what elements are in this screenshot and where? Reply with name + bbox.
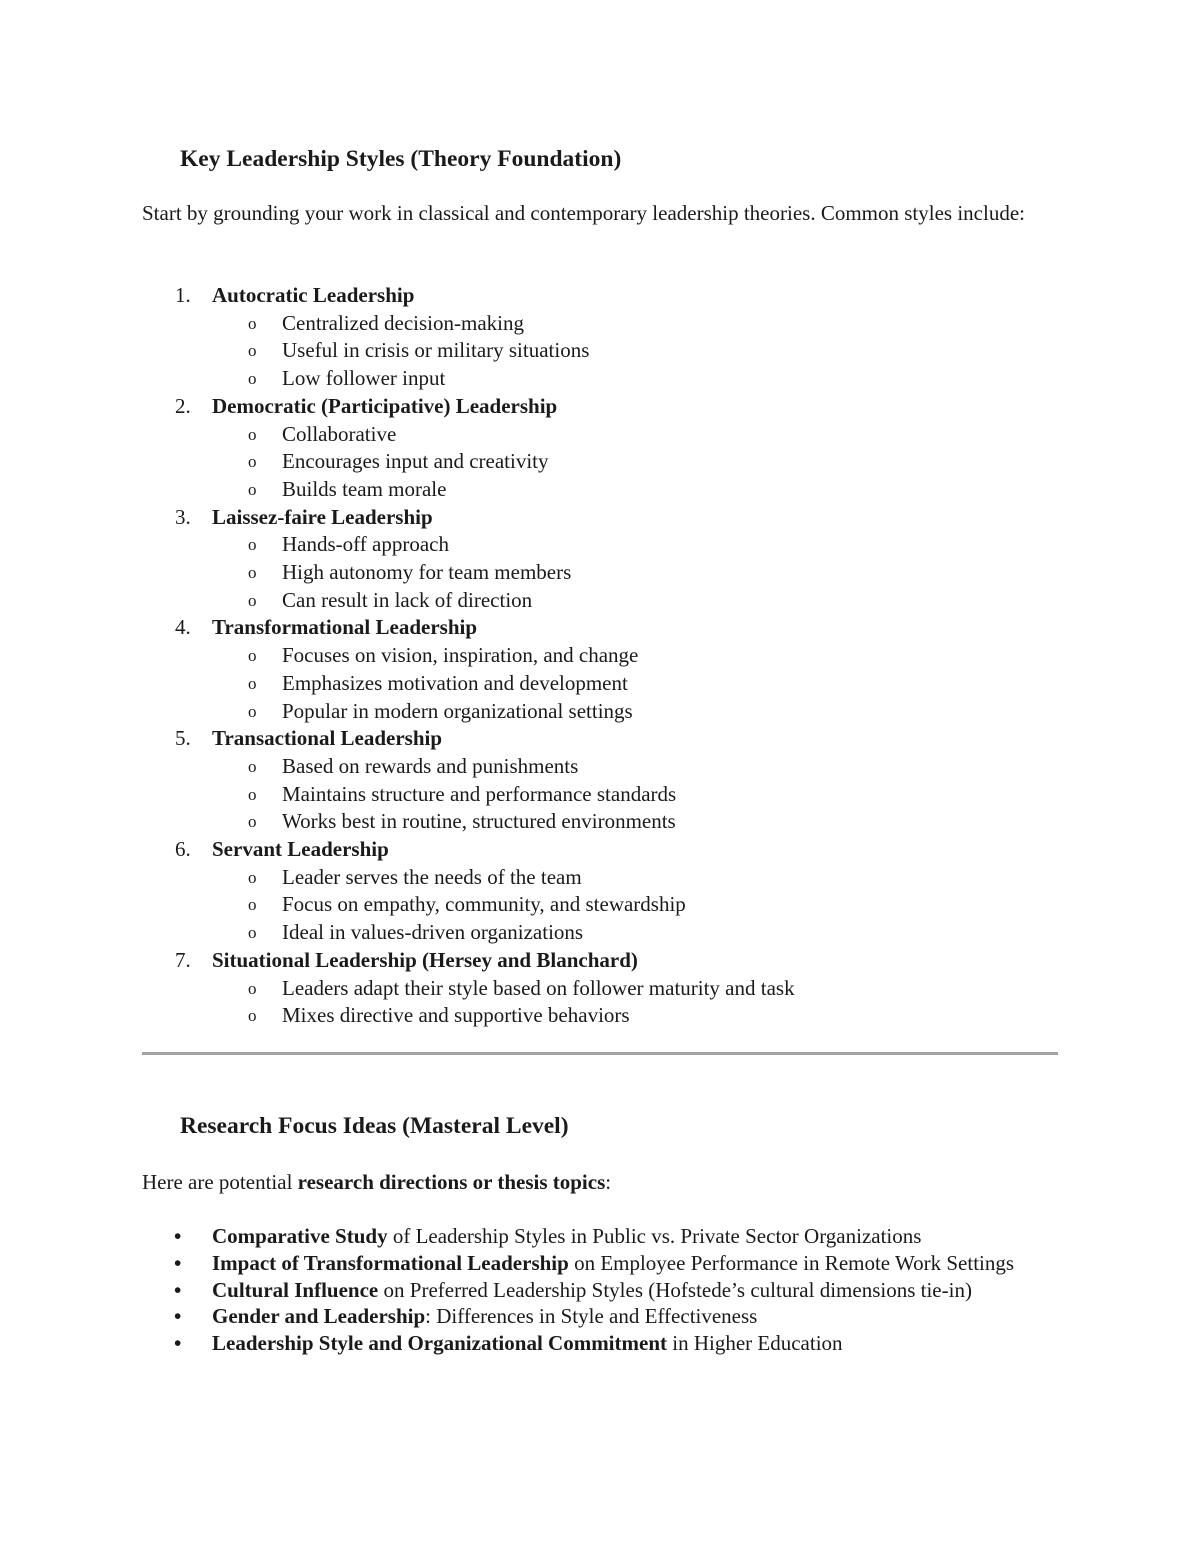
circle-bullet-icon: o: [248, 313, 257, 333]
topic-bold: Cultural Influence: [212, 1277, 379, 1302]
circle-bullet-icon: o: [248, 812, 257, 832]
style-name: Transformational Leadership: [212, 615, 478, 640]
style-point: [212, 864, 795, 892]
list-number: 4.: [175, 615, 191, 640]
style-points: [212, 531, 795, 614]
list-item: [142, 1250, 1058, 1277]
style-point: [212, 587, 795, 615]
style-point: [212, 698, 795, 726]
list-item: [142, 1330, 1058, 1357]
topic-rest: of Leadership Styles in Public vs. Private Sector Organizations: [387, 1224, 922, 1248]
style-point: [212, 310, 795, 338]
style-point-text: Collaborative: [282, 421, 397, 446]
research-intro-prefix: Here are potential: [142, 1170, 298, 1194]
circle-bullet-icon: o: [248, 563, 257, 583]
topic-bold: Gender and Leadership: [212, 1304, 426, 1329]
research-intro-suffix: :: [605, 1170, 612, 1194]
bullet-icon: •: [174, 1277, 182, 1302]
circle-bullet-icon: o: [248, 341, 257, 361]
circle-bullet-icon: o: [248, 479, 257, 499]
list-number: 6.: [175, 837, 191, 862]
topic-bold: Comparative Study: [212, 1224, 388, 1248]
style-name: Autocratic Leadership: [212, 283, 415, 307]
section-intro: Start by grounding your work in classical and contemporary leadership theories. Common styles include:: [142, 201, 1025, 225]
list-number: 7.: [175, 947, 191, 972]
circle-bullet-icon: o: [248, 701, 257, 721]
style-point: [212, 919, 795, 947]
research-intro: [142, 1169, 611, 1197]
list-item: [142, 504, 795, 615]
style-point: [212, 975, 795, 1003]
style-point-text: Mixes directive and supportive behaviors: [282, 1003, 630, 1028]
circle-bullet-icon: o: [248, 895, 257, 915]
bullet-icon: •: [174, 1331, 182, 1356]
style-point-text: Builds team morale: [282, 476, 447, 501]
style-point-text: Can result in lack of direction: [282, 587, 533, 612]
circle-bullet-icon: o: [248, 923, 257, 943]
list-item: [142, 1277, 1058, 1304]
bullet-icon: •: [174, 1224, 182, 1248]
style-point: [212, 642, 795, 670]
style-point: [212, 337, 795, 365]
style-point: [212, 365, 795, 393]
style-points: [212, 642, 795, 725]
topic-rest: on Preferred Leadership Styles (Hofstede’s cultural dimensions tie-in): [378, 1277, 972, 1302]
style-points: [212, 864, 795, 947]
circle-bullet-icon: o: [248, 867, 257, 887]
circle-bullet-icon: o: [248, 673, 257, 693]
topic-bold: Leadership Style and Organizational Commitment: [212, 1331, 667, 1356]
style-point-text: Focuses on vision, inspiration, and change: [282, 643, 639, 668]
circle-bullet-icon: o: [248, 646, 257, 666]
horizontal-rule: [142, 1052, 1058, 1055]
style-point-text: Leader serves the needs of the team: [282, 864, 582, 889]
topic-rest: : Differences in Style and Effectiveness: [425, 1304, 758, 1329]
topic-bold: Impact of Transformational Leadership: [212, 1250, 569, 1275]
circle-bullet-icon: o: [248, 452, 257, 472]
topic-rest: in Higher Education: [667, 1331, 843, 1356]
style-name: Situational Leadership (Hersey and Blanchard): [212, 947, 638, 972]
bullet-icon: •: [174, 1304, 182, 1329]
circle-bullet-icon: o: [248, 978, 257, 998]
style-point: [212, 808, 795, 836]
style-point: [212, 476, 795, 504]
style-point-text: Based on rewards and punishments: [282, 753, 579, 778]
list-item: [142, 947, 795, 1030]
style-point-text: Focus on empathy, community, and stewardship: [282, 892, 686, 917]
style-point-text: Maintains structure and performance standards: [282, 781, 677, 806]
circle-bullet-icon: o: [248, 369, 257, 389]
style-points: [212, 753, 795, 836]
style-name: Democratic (Participative) Leadership: [212, 393, 558, 418]
list-item: [142, 282, 795, 393]
list-number: 3.: [175, 504, 191, 529]
style-points: [212, 310, 795, 393]
style-point: [212, 781, 795, 809]
style-point-text: Useful in crisis or military situations: [282, 338, 590, 363]
bullet-icon: •: [174, 1250, 182, 1275]
style-point-text: Low follower input: [282, 366, 446, 391]
style-name: Servant Leadership: [212, 837, 389, 862]
research-topics-list: [142, 1223, 1058, 1357]
section-heading-research-focus: Research Focus Ideas (Masteral Level): [180, 1113, 569, 1139]
style-name: Transactional Leadership: [212, 726, 443, 751]
circle-bullet-icon: o: [248, 535, 257, 555]
topic-rest: on Employee Performance in Remote Work Settings: [568, 1250, 1015, 1275]
style-point-text: High autonomy for team members: [282, 560, 572, 585]
style-point: [212, 421, 795, 449]
style-point-text: Works best in routine, structured environments: [282, 809, 676, 834]
style-point: [212, 531, 795, 559]
list-item: [142, 393, 795, 504]
leadership-styles-list: [142, 282, 795, 1030]
list-item: [142, 836, 795, 947]
style-point: [212, 1002, 795, 1030]
style-point: [212, 448, 795, 476]
style-point-text: Ideal in values-driven organizations: [282, 920, 584, 945]
list-number: 5.: [175, 726, 191, 751]
section-heading-leadership-styles: Key Leadership Styles (Theory Foundation): [180, 146, 622, 172]
style-point: [212, 891, 795, 919]
style-point-text: Encourages input and creativity: [282, 449, 549, 474]
style-point-text: Emphasizes motivation and development: [282, 670, 628, 695]
style-point: [212, 753, 795, 781]
style-point-text: Centralized decision-making: [282, 310, 525, 335]
list-item: [142, 1223, 1058, 1250]
circle-bullet-icon: o: [248, 424, 257, 444]
circle-bullet-icon: o: [248, 590, 257, 610]
circle-bullet-icon: o: [248, 784, 257, 804]
list-item: [142, 614, 795, 725]
style-point-text: Hands-off approach: [282, 532, 449, 557]
circle-bullet-icon: o: [248, 756, 257, 776]
list-number: 2.: [175, 393, 191, 418]
style-point: [212, 559, 795, 587]
circle-bullet-icon: o: [248, 1006, 257, 1026]
style-points: [212, 421, 795, 504]
list-item: [142, 725, 795, 836]
list-item: [142, 1303, 1058, 1330]
style-name: Laissez-faire Leadership: [212, 504, 433, 529]
research-intro-bold: research directions or thesis topics: [297, 1170, 606, 1194]
style-point-text: Leaders adapt their style based on follower maturity and task: [282, 975, 795, 1000]
style-point: [212, 670, 795, 698]
list-number: 1.: [175, 283, 191, 307]
style-points: [212, 975, 795, 1030]
style-point-text: Popular in modern organizational settings: [282, 698, 633, 723]
